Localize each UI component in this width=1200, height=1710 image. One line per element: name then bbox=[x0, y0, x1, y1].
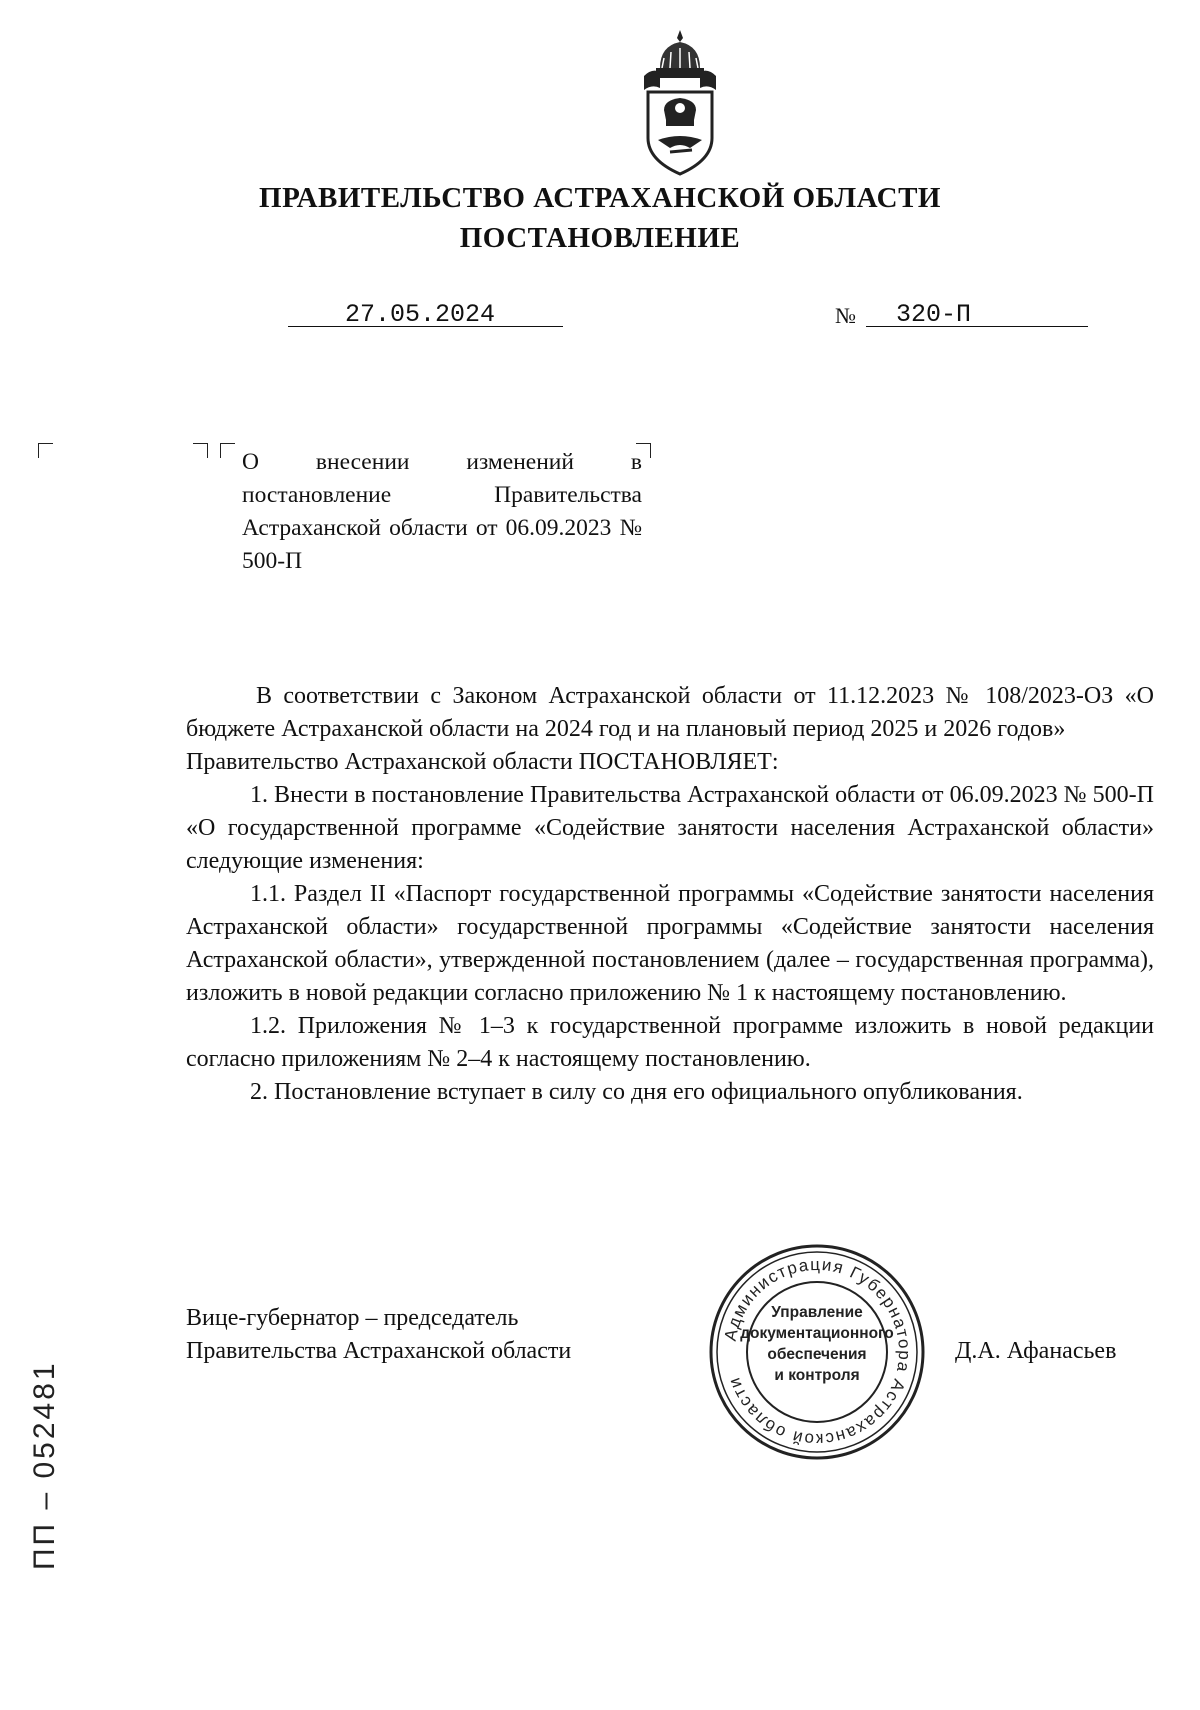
stamp-ring-text: Администрация Губернатора Астраханской области bbox=[720, 1254, 915, 1450]
stamp-line: Управление bbox=[771, 1304, 863, 1321]
government-name: ПРАВИТЕЛЬСТВО АСТРАХАНСКОЙ ОБЛАСТИ bbox=[259, 182, 941, 214]
coat-of-arms-icon bbox=[630, 28, 730, 178]
signatory-title-line: Правительства Астраханской области bbox=[186, 1338, 572, 1364]
body-paragraph: 2. Постановление вступает в силу со дня его официального опубликования. bbox=[250, 1079, 1023, 1105]
date-underline bbox=[288, 326, 563, 327]
document-date: 27.05.2024 bbox=[345, 300, 496, 329]
corner-mark-left bbox=[38, 443, 53, 458]
corner-mark-subject-left-inner bbox=[220, 443, 235, 458]
body-paragraph: 1.1. Раздел II «Паспорт государственной программы «Содействие занятости населения Астраханской области» государственной программы «Содействие занятости населения Астраханской области», утвержденной постановлением (далее – государственная программа), изложить в новой редакции согласно приложению № 1 к настоящему постановлению. bbox=[186, 881, 1154, 1006]
number-sign: № bbox=[835, 303, 856, 328]
signatory-name: Д.А. Афанасьев bbox=[955, 1338, 1117, 1364]
document-subject: О внесении изменений в постановление Правительства Астраханской области от 06.09.2023 № 500-П bbox=[242, 449, 642, 574]
stamp-line: документационного bbox=[740, 1325, 894, 1342]
document-body bbox=[186, 680, 1154, 1109]
stamp-line: и контроля bbox=[774, 1367, 860, 1384]
number-underline bbox=[866, 326, 1088, 327]
document-type: ПОСТАНОВЛЕНИЕ bbox=[459, 222, 741, 254]
stamp-inner-text bbox=[707, 1302, 927, 1386]
corner-mark-subject-left-outer bbox=[193, 443, 208, 458]
form-serial-number: ПП – 052481 bbox=[28, 1360, 61, 1570]
body-paragraph: 1.2. Приложения № 1–3 к государственной программе изложить в новой редакции согласно приложениям № 2–4 к настоящему постановлению. bbox=[186, 1013, 1154, 1072]
document-number: 320-П bbox=[896, 300, 972, 329]
signatory-title-line: Вице-губернатор – председатель bbox=[186, 1305, 519, 1331]
stamp-line: обеспечения bbox=[767, 1346, 867, 1363]
body-paragraph: 1. Внести в постановление Правительства Астраханской области от 06.09.2023 № 500-П «О государственной программе «Содействие занятости населения Астраханской области» следующие изменения: bbox=[186, 782, 1154, 874]
body-paragraph: В соответствии с Законом Астраханской области от 11.12.2023 № 108/2023-ОЗ «О бюджете Астраханской области на 2024 год и на плановый период 2025 и 2026 годов» bbox=[186, 683, 1154, 742]
body-paragraph: Правительство Астраханской области ПОСТАНОВЛЯЕТ: bbox=[186, 749, 779, 775]
signatory-title bbox=[186, 1302, 571, 1368]
